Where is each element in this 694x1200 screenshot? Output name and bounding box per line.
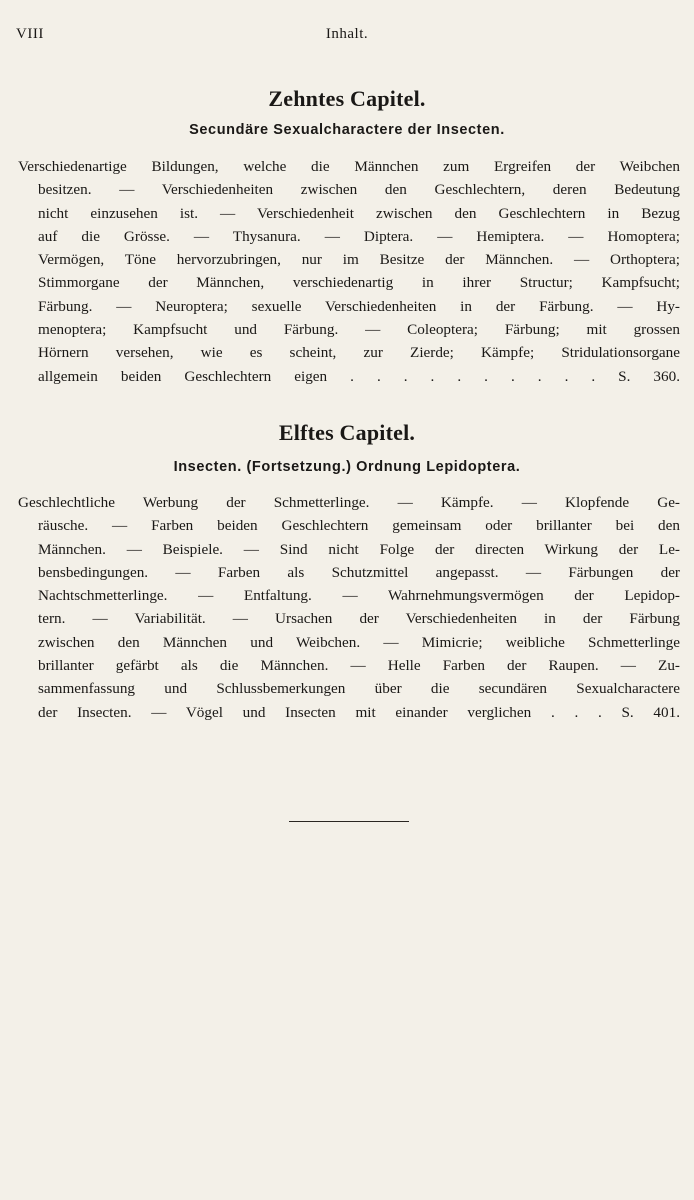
- summary-line: Männchen. — Beispiele. — Sind nicht Folge der directen Wirkung der Le-: [38, 540, 680, 558]
- summary-line: nicht einzusehen ist. — Verschiedenheit zwischen den Geschlechtern in Bezug: [38, 204, 680, 222]
- chapter-11-title: Elftes Capitel.: [278, 420, 416, 445]
- summary-line: der Insecten. — Vögel und Insecten mit einander verglichen . . . S. 401.: [38, 703, 680, 721]
- summary-line: Färbung. — Neuroptera; sexuelle Verschiedenheiten in der Färbung. — Hy-: [38, 297, 680, 315]
- summary-line: Stimmorgane der Männchen, verschiedenartig in ihrer Structur; Kampfsucht;: [38, 274, 680, 292]
- chapter-11-summary: [18, 491, 680, 724]
- chapter-10-subtitle: Secundäre Sexualcharactere der Insecten.: [189, 122, 505, 138]
- chapter-10-title: Zehntes Capitel.: [268, 86, 426, 111]
- page-number: VIII: [16, 26, 44, 42]
- summary-line: Geschlechtliche Werbung der Schmetterlinge. — Kämpfe. — Klopfende Ge-: [18, 494, 680, 511]
- summary-line: Nachtschmetterlinge. — Entfaltung. — Wahrnehmungsvermögen der Lepidop-: [38, 587, 680, 605]
- summary-line: zwischen den Männchen und Weibchen. — Mimicrie; weibliche Schmetterlinge: [38, 633, 680, 651]
- summary-line: tern. — Variabilität. — Ursachen der Verschiedenheiten in der Färbung: [38, 610, 680, 628]
- summary-line: allgemein beiden Geschlechtern eigen . . . . . . . . . . S. 360.: [38, 367, 680, 385]
- running-header: [16, 26, 678, 50]
- summary-line: brillanter gefärbt als die Männchen. — Helle Farben der Raupen. — Zu-: [38, 657, 680, 675]
- summary-line: bensbedingungen. — Farben als Schutzmittel angepasst. — Färbungen der: [38, 563, 680, 581]
- summary-line: Verschiedenartige Bildungen, welche die Männchen zum Ergreifen der Weibchen: [18, 158, 680, 175]
- chapter-11-subtitle: Insecten. (Fortsetzung.) Ordnung Lepidoptera.: [173, 459, 521, 475]
- chapter-10-summary: [18, 155, 680, 388]
- summary-line: besitzen. — Verschiedenheiten zwischen den Geschlechtern, deren Bedeutung: [38, 181, 680, 199]
- summary-line: menoptera; Kampfsucht und Färbung. — Coleoptera; Färbung; mit grossen: [38, 321, 680, 339]
- running-title: Inhalt.: [325, 26, 369, 42]
- summary-line: Vermögen, Töne hervorzubringen, nur im Besitze der Männchen. — Orthoptera;: [38, 251, 680, 269]
- section-divider: [289, 821, 409, 822]
- summary-line: sammenfassung und Schlussbemerkungen über die secundären Sexualcharactere: [38, 680, 680, 698]
- summary-line: auf die Grösse. — Thysanura. — Diptera. — Hemiptera. — Homoptera;: [38, 227, 680, 245]
- summary-line: räusche. — Farben beiden Geschlechtern gemeinsam oder brillanter bei den: [38, 517, 680, 535]
- summary-line: Hörnern versehen, wie es scheint, zur Zierde; Kämpfe; Stridulationsorgane: [38, 344, 680, 362]
